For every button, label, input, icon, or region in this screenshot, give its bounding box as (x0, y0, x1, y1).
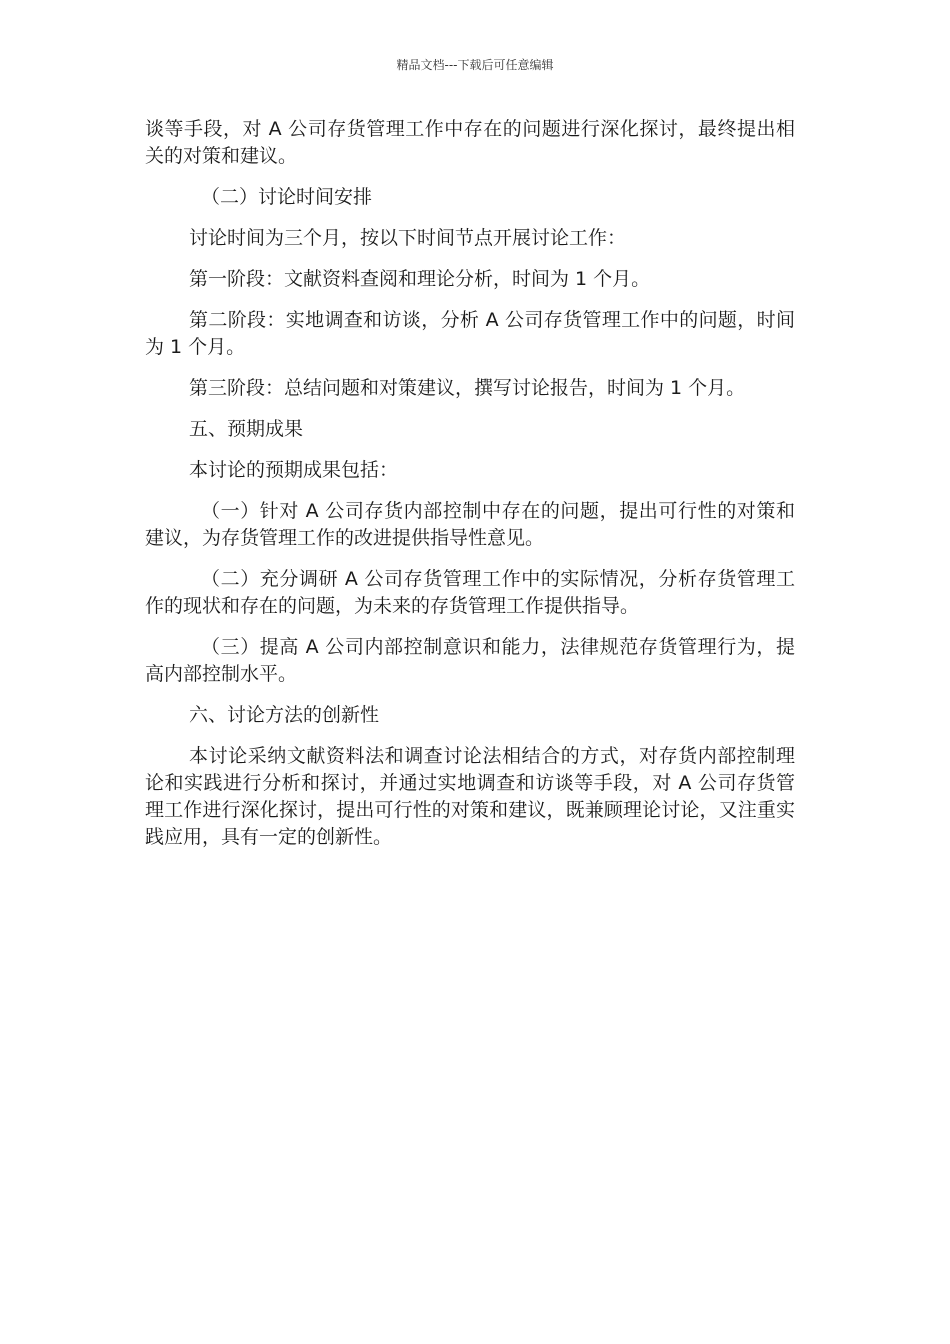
paragraph-result-3: （三）提高 A 公司内部控制意识和能力，法律规范存货管理行为，提高内部控制水平。 (145, 636, 795, 685)
paragraph-continuation: 谈等手段，对 A 公司存货管理工作中存在的问题进行深化探讨，最终提出相关的对策和建议。 (145, 118, 795, 167)
paragraph-phase-1: 第一阶段：文献资料查阅和理论分析，时间为 1 个月。 (189, 268, 651, 290)
paragraph-phase-3: 第三阶段：总结问题和对策建议，撰写讨论报告，时间为 1 个月。 (189, 377, 746, 399)
section-heading-schedule: （二）讨论时间安排 (201, 186, 373, 208)
paragraph-results-intro: 本讨论的预期成果包括： (189, 459, 399, 481)
paragraph-result-1: （一）针对 A 公司存货内部控制中存在的问题，提出可行性的对策和建议，为存货管理工作的改进提供指导性意见。 (145, 500, 795, 549)
page-header: 精品文档---下载后可任意编辑 (396, 58, 554, 72)
section-heading-expected-results: 五、预期成果 (189, 418, 304, 440)
paragraph-result-2: （二）充分调研 A 公司存货管理工作中的实际情况，分析存货管理工作的现状和存在的问题，为未来的存货管理工作提供指导。 (145, 568, 795, 617)
paragraph-phase-2: 第二阶段：实地调查和访谈，分析 A 公司存货管理工作中的问题，时间为 1 个月。 (145, 309, 795, 358)
paragraph-innovation: 本讨论采纳文献资料法和调查讨论法相结合的方式，对存货内部控制理论和实践进行分析和探讨，并通过实地调查和访谈等手段，对 A 公司存货管理工作进行深化探讨，提出可行性的对策和建议，既兼顾理论讨论，又注重实践应用，具有一定的创新性。 (145, 745, 795, 848)
document-body (145, 116, 795, 865)
paragraph-schedule-intro: 讨论时间为三个月，按以下时间节点开展讨论工作： (189, 227, 627, 249)
section-heading-innovation: 六、讨论方法的创新性 (189, 704, 380, 726)
